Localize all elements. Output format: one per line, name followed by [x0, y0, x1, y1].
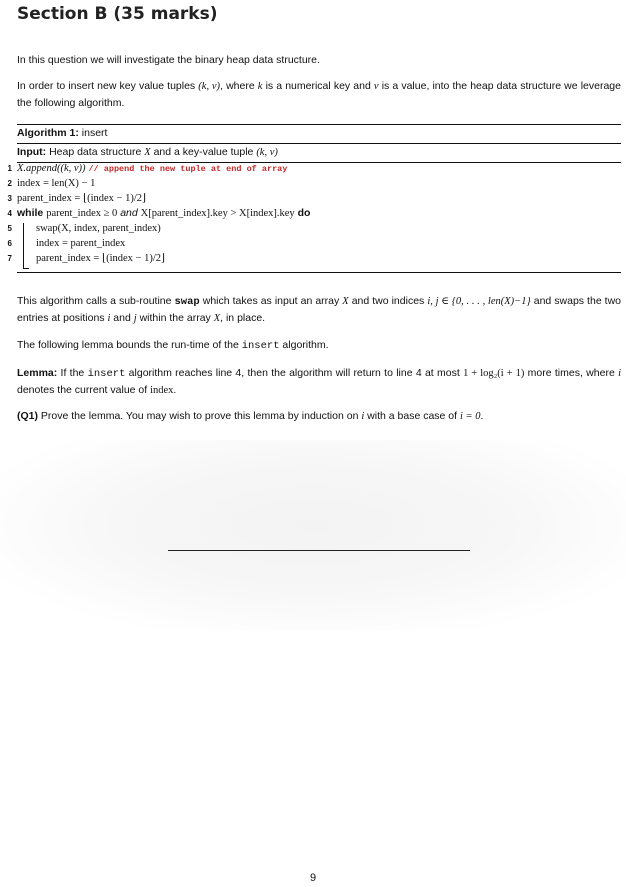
insert-paragraph: In order to insert new key value tuples (k, v), where k is a numerical key and v is a value, into the heap data structure we leverage the following algorithm.	[17, 80, 621, 109]
algorithm-line: 5 swap(X, index, parent_index)	[7, 223, 161, 234]
algorithm-line: 1 X.append((k, v)) // append the new tuple at end of array	[7, 163, 288, 174]
algorithm-top-rule	[17, 124, 621, 125]
while-block-bar	[23, 223, 24, 268]
algorithm-input: Input: Heap data structure X and a key-value tuple (k, v)	[17, 146, 278, 158]
lemma-intro-paragraph: The following lemma bounds the run-time of the insert algorithm.	[17, 339, 329, 352]
lemma-paragraph: Lemma: If the insert algorithm reaches line 4, then the algorithm will return to line 4 at most 1 + log₂(i + 1) more times, where i denotes the current value of index.	[17, 367, 621, 396]
algorithm-line: 2 index = len(X) − 1	[7, 178, 96, 189]
intro-paragraph: In this question we will investigate the binary heap data structure.	[17, 54, 320, 66]
section-title: Section B (35 marks)	[17, 4, 218, 24]
algorithm-bottom-rule	[17, 272, 621, 273]
answer-area	[0, 440, 626, 630]
algorithm-caption: Algorithm 1: insert	[17, 127, 108, 139]
page-number: 9	[309, 872, 317, 884]
algorithm-line: 4 while parent_index ≥ 0 and X[parent_index].key > X[index].key do	[7, 207, 311, 219]
algorithm-line: 6 index = parent_index	[7, 238, 126, 249]
swap-paragraph: This algorithm calls a sub-routine swap which takes as input an array X and two indices i, j ∈ {0, . . . , len(X)−1} and swaps the two entries at positions i and j within the array X, in place.	[17, 295, 622, 324]
algorithm-line: 7 parent_index = ⌊(index − 1)/2⌋	[7, 253, 166, 264]
algorithm-caption-rule	[17, 143, 621, 144]
question-q1: (Q1) Prove the lemma. You may wish to prove this lemma by induction on i with a base case of i = 0.	[17, 410, 484, 422]
algorithm-line: 3 parent_index = ⌊(index − 1)/2⌋	[7, 193, 147, 204]
answer-divider-line	[168, 550, 470, 551]
q1-label: (Q1)	[17, 410, 38, 422]
lemma-label: Lemma:	[17, 367, 58, 379]
while-block-foot	[23, 268, 29, 269]
